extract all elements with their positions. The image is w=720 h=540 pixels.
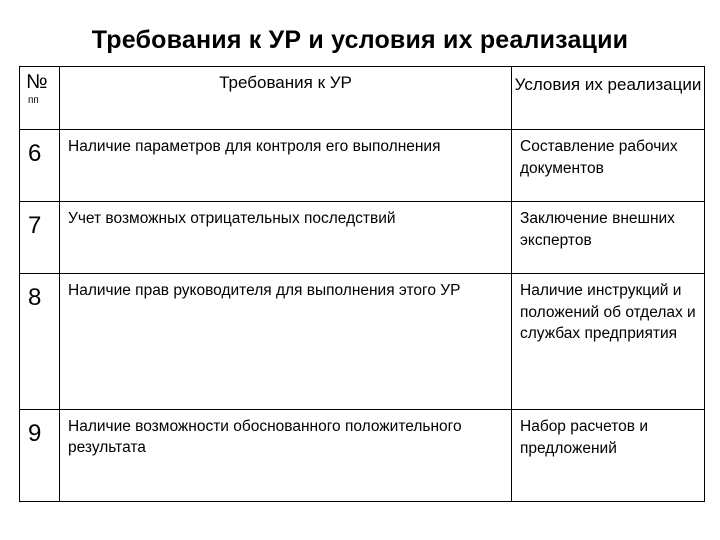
- header-number-symbol: №: [26, 71, 48, 93]
- row-condition: Заключение внешних экспертов: [512, 202, 705, 274]
- table-row: [20, 274, 705, 410]
- header-requirements: Требования к УР: [60, 67, 512, 130]
- row-number: 9: [20, 410, 60, 502]
- header-conditions: Условия их реализации: [512, 67, 705, 130]
- table-row: [20, 130, 705, 202]
- table-row: [20, 202, 705, 274]
- table-row: [20, 410, 705, 502]
- row-requirement: Наличие возможности обоснованного положительного результата: [60, 410, 512, 502]
- requirements-table: [19, 66, 705, 502]
- row-number: 6: [20, 130, 60, 202]
- row-number: 8: [20, 274, 60, 410]
- row-condition: Составление рабочих документов: [512, 130, 705, 202]
- row-requirement: Наличие прав руководителя для выполнения этого УР: [60, 274, 512, 410]
- row-condition: Набор расчетов и предложений: [512, 410, 705, 502]
- page-title: Требования к УР и условия их реализации: [91, 26, 629, 54]
- row-condition: Наличие инструкций и положений об отделах и службах предприятия: [512, 274, 705, 410]
- row-requirement: Наличие параметров для контроля его выполнения: [60, 130, 512, 202]
- row-requirement: Учет возможных отрицательных последствий: [60, 202, 512, 274]
- row-number: 7: [20, 202, 60, 274]
- header-number-sub: пп: [28, 95, 39, 106]
- table-header-row: [20, 67, 705, 130]
- header-number-cell: [20, 67, 60, 130]
